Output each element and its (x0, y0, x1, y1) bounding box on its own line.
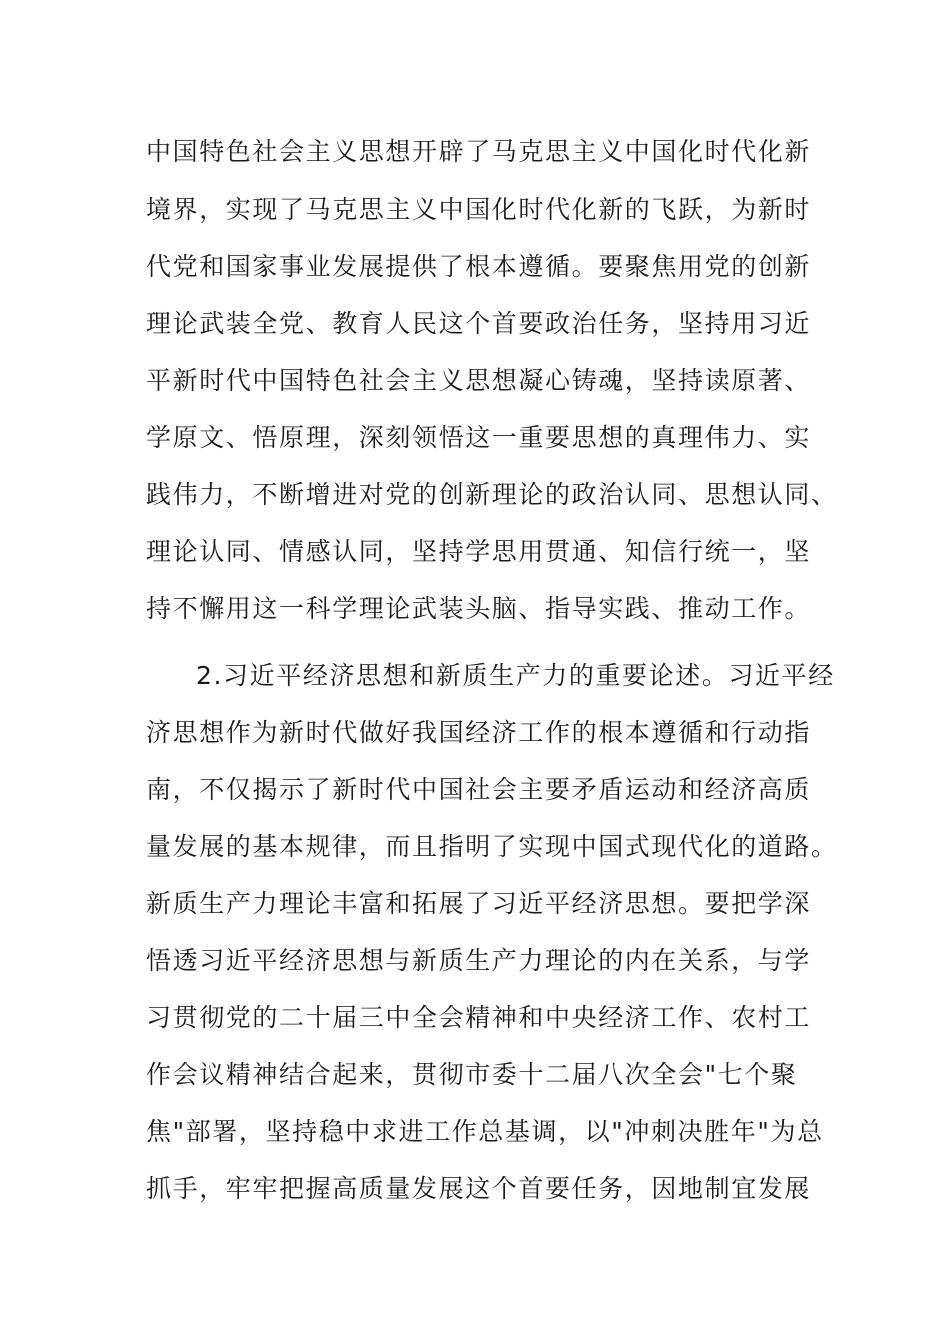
text-line: 中国特色社会主义思想开辟了马克思主义中国化时代化新 (146, 137, 812, 166)
text-line: 代党和国家事业发展提供了根本遵循。要聚焦用党的创新 (146, 252, 812, 281)
text-line: 持不懈用这一科学理论武装头脑、指导实践、推动工作。 (146, 594, 812, 623)
text-line: 平新时代中国特色社会主义思想凝心铸魂，坚持读原著、 (146, 366, 812, 395)
section-heading-line: 2.习近平经济思想和新质生产力的重要论述。习近平经 (196, 661, 835, 690)
text-line: 境界，实现了马克思主义中国化时代化新的飞跃，为新时 (146, 195, 812, 224)
text-line: 量发展的基本规律，而且指明了实现中国式现代化的道路。 (146, 832, 838, 861)
text-line: 作会议精神结合起来，贯彻市委十二届八次全会"七个聚 (146, 1060, 798, 1089)
text-line: 新质生产力理论丰富和拓展了习近平经济思想。要把学深 (146, 889, 812, 918)
text-line: 济思想作为新时代做好我国经济工作的根本遵循和行动指 (146, 718, 812, 747)
text-line: 南，不仅揭示了新时代中国社会主要矛盾运动和经济高质 (146, 775, 812, 804)
text-line: 践伟力，不断增进对党的创新理论的政治认同、思想认同、 (146, 480, 838, 509)
text-line: 悟透习近平经济思想与新质生产力理论的内在关系，与学 (146, 946, 812, 975)
text-line: 抓手，牢牢把握高质量发展这个首要任务，因地制宜发展 (146, 1174, 812, 1203)
text-line: 理论认同、情感认同，坚持学思用贯通、知信行统一，坚 (146, 537, 812, 566)
text-line: 理论武装全党、教育人民这个首要政治任务，坚持用习近 (146, 309, 812, 338)
text-line: 学原文、悟原理，深刻领悟这一重要思想的真理伟力、实 (146, 423, 812, 452)
text-line: 焦"部署，坚持稳中求进工作总基调，以"冲刺决胜年"为总 (146, 1117, 824, 1146)
text-line: 习贯彻党的二十届三中全会精神和中央经济工作、农村工 (146, 1003, 812, 1032)
